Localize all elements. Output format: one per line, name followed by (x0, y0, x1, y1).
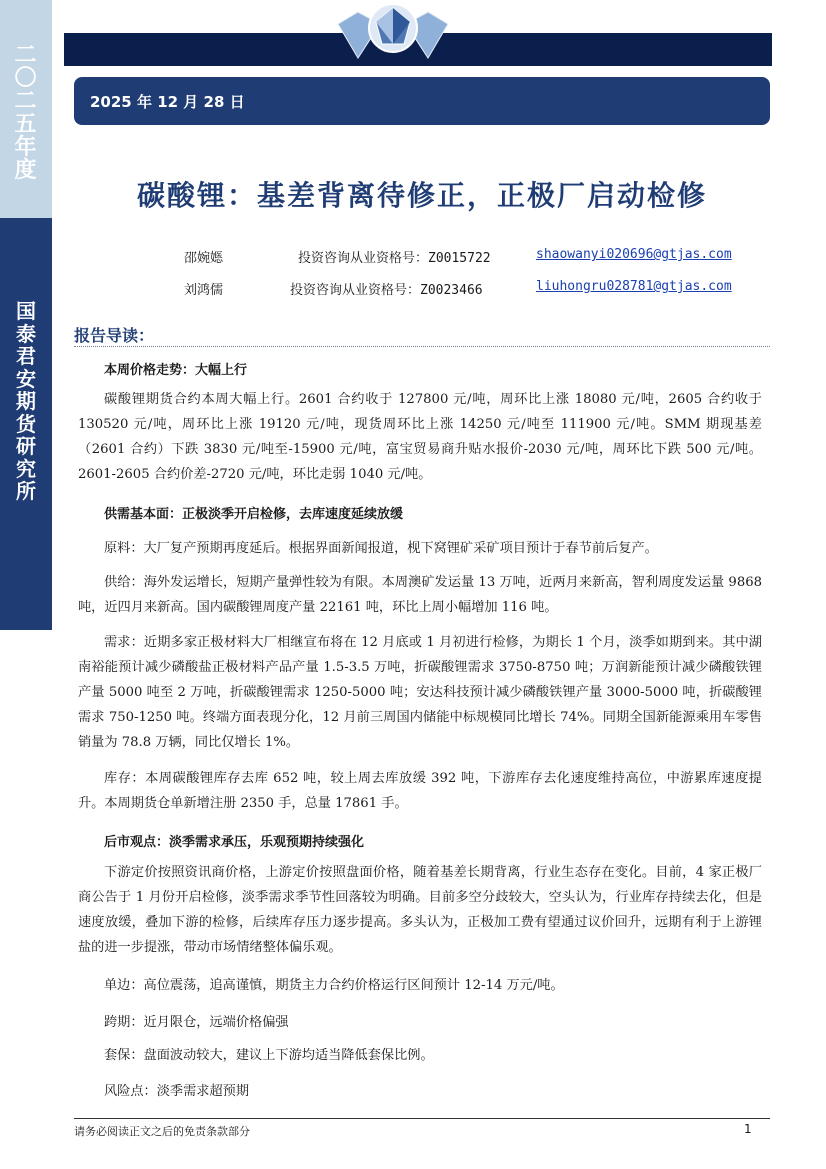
footer-disclaimer: 请务必阅读正文之后的免责条款部分 (74, 1125, 250, 1138)
analyst-name: 刘鸿儒 (184, 283, 224, 298)
paragraph-single: 单边：高位震荡，追高谨慎，期货主力合约价格运行区间预计 12-14 万元/吨。 (104, 978, 564, 993)
section-heading-supply-demand: 供需基本面：正极淡季开启检修，去库速度延续放缓 (104, 507, 404, 522)
analyst-name: 邵婉嫕 (184, 251, 224, 266)
sidebar-year-label: 二 〇 二 五 年 度 (14, 42, 38, 183)
report-date: 2025 年 12 月 28 日 (90, 93, 245, 111)
date-bar (74, 77, 770, 125)
paragraph-price: 碳酸锂期货合约本周大幅上行。2601 合约收于 127800 元/吨，周环比上涨 18080 元/吨，2605 合约收于 130520 元/吨，周环比上涨 19120 元/吨，现货周环比上涨 14250 元/吨至 111900 元/吨。SMM 期现基差（2601 合约）下跌 3830 元/吨至-15900 元/吨，富宝贸易商升贴水报价-2030 元/吨，周环比下跌 500 元/吨。2601-2605 合约价差-2720 元/吨，环比走弱 1040 元/吨。 (78, 392, 762, 482)
analyst-license: 投资咨询从业资格号：Z0023466 (290, 283, 483, 298)
diamond-logo-icon (318, 2, 468, 66)
paragraph-outlook: 下游定价按照资讯商价格，上游定价按照盘面价格，随着基差长期背离，行业生态存在变化。目前，4 家正极厂商公告于 1 月份开启检修，淡季需求季节性回落较为明确。目前多空分歧较大，空头认为，行业库存持续去化，但是速度放缓，叠加下游的检修，后续库存压力逐步提高。多头认为，正极加工费有望通过议价回升，远期有利于上游锂盐的进一步提涨，带动市场情绪整体偏乐观。 (78, 865, 762, 955)
paragraph-demand: 需求：近期多家正极材料大厂相继宣布将在 12 月底或 1 月初进行检修，为期长 1 个月，淡季如期到来。其中湖南裕能预计减少磷酸盐正极材料产品产量 1.5-3.5 万吨，折碳酸锂需求 3750-8750 吨；万润新能预计减少磷酸铁锂产量 5000 吨至 2 万吨，折碳酸锂需求 1250-5000 吨；安达科技预计减少磷酸铁锂产量 3000-5000 吨，折碳酸锂需求 750-1250 吨。终端方面表现分化，12 月前三周国内储能中标规模同比增长 74%。同期全国新能源乘用车零售销量为 78.8 万辆，同比仅增长 1%。 (78, 635, 762, 750)
analyst-email-link[interactable]: liuhongru028781@gtjas.com (536, 279, 732, 294)
analyst-email-link[interactable]: shaowanyi020696@gtjas.com (536, 247, 732, 262)
analyst-license: 投资咨询从业资格号：Z0015722 (298, 251, 491, 266)
paragraph-inventory: 库存：本周碳酸锂库存去库 652 吨，较上周去库放缓 392 吨，下游库存去化速度维持高位，中游累库速度提升。本周期货仓单新增注册 2350 手，总量 17861 手。 (78, 771, 762, 811)
paragraph-raw-material: 原料：大厂复产预期再度延后。根据界面新闻报道，枧下窝锂矿采矿项目预计于春节前后复产。 (104, 541, 658, 556)
guide-divider (74, 346, 770, 347)
report-guide-heading: 报告导读： (74, 326, 155, 345)
sidebar-org-label: 国 泰 君 安 期 货 研 究 所 (16, 299, 36, 503)
section-heading-price: 本周价格走势：大幅上行 (104, 363, 248, 378)
footer-divider (74, 1118, 770, 1119)
paragraph-risk: 风险点：淡季需求超预期 (104, 1084, 250, 1099)
paragraph-hedge: 套保：盘面波动较大，建议上下游均适当降低套保比例。 (104, 1048, 434, 1063)
paragraph-supply: 供给：海外发运增长，短期产量弹性较为有限。本周澳矿发运量 13 万吨，近两月来新高，智利周度发运量 9868 吨，近四月来新高。国内碳酸锂周度产量 22161 吨，环比上周小幅增加 116 吨。 (78, 575, 762, 615)
section-heading-outlook: 后市观点：淡季需求承压，乐观预期持续强化 (104, 835, 365, 850)
paragraph-spread: 跨期：近月限仓，远端价格偏强 (104, 1015, 289, 1030)
page-number: 1 (744, 1122, 752, 1136)
report-title: 碳酸锂：基差背离待修正，正极厂启动检修 (136, 179, 707, 212)
